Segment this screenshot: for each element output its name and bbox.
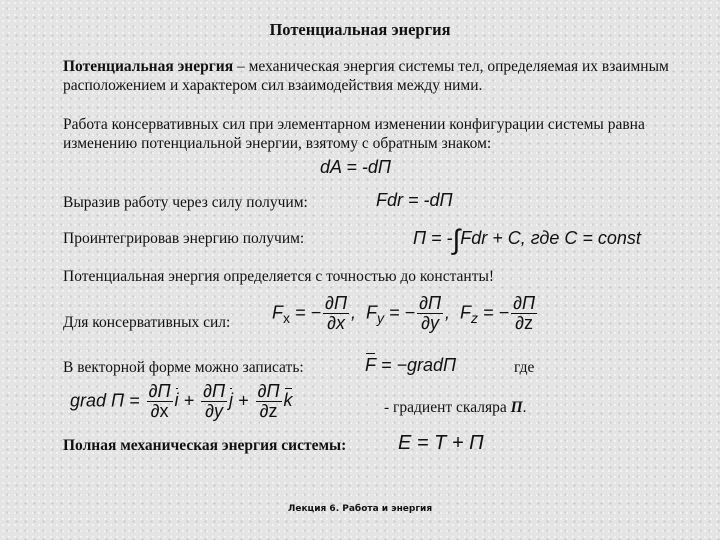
equation-integral: П = -∫Fdr + C, где C = const — [413, 224, 641, 255]
vector-label: В векторной форме можно записать: — [63, 359, 304, 376]
equation-grad: F = −gradП — [365, 355, 457, 375]
equation-fdr: Fdr = -dП — [376, 190, 453, 210]
page-title: Потенциальная энергия — [269, 20, 451, 39]
equation-total-energy: E = T + П — [398, 432, 484, 454]
definition-paragraph — [63, 57, 703, 95]
definition-term: Потенциальная энергия — [63, 58, 234, 75]
footer-caption: Лекция 6. Работа и энергия — [287, 504, 433, 514]
where-label: где — [514, 359, 535, 376]
equation-grad-definition: grad П = $\frac{\partial П}{\partial x}$ i + $\frac{\partial П}{\partial y}$ j + $\frac{\partial П}{\partial z}$ k — [70, 381, 293, 421]
force-label: Выразив работу через силу получим: — [63, 194, 308, 211]
constant-note: Потенциальная энергия определяется с точностью до константы! — [63, 268, 495, 285]
definition-text: – механическая энергия системы тел, определяемая их взаимным расположением и характером сил взаимодействия между ними. — [63, 58, 669, 94]
work-paragraph: Работа консервативных сил при элементарном изменении конфигурации системы равна изменению потенциальной энергии, взятому с обратным знаком: — [63, 116, 645, 152]
equation-dA: dA = -dП — [320, 157, 391, 177]
conservative-label: Для консервативных сил: — [63, 314, 231, 331]
grad-caption: - градиент скаляра П. — [384, 399, 527, 416]
equation-partials: $F_x$ = − $\frac{\partial П}{\partial x}$ , $F_y$ = − $\frac{\partial П}{\partial y}$ , $F_z$ = − $\frac{\partial П}{\partial z}$ — [272, 293, 536, 333]
integral-label: Проинтегрировав энергию получим: — [63, 230, 305, 247]
total-energy-label: Полная механическая энергия системы: — [63, 437, 347, 454]
